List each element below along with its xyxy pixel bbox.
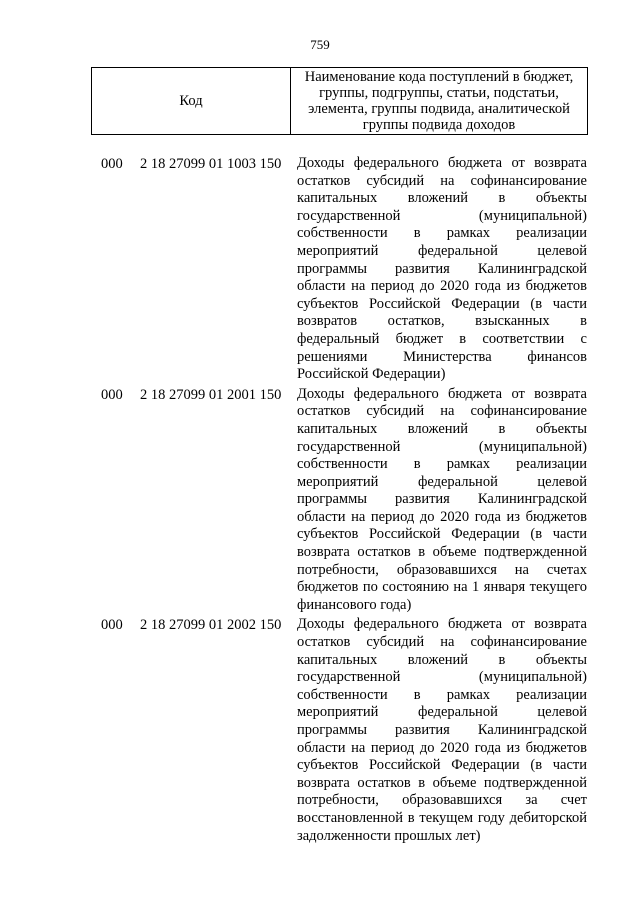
column-header-name: Наименование кода поступлений в бюджет, группы, подгруппы, статьи, подстатьи, элемента, группы подвида, аналитической группы подвида доходов: [304, 69, 574, 133]
entry-admin-code: 000: [101, 156, 123, 172]
page-number: 759: [310, 37, 330, 52]
revenue-code-entry: [0, 386, 640, 615]
revenue-code-entry: [0, 616, 640, 845]
entry-revenue-code: 2 18 27099 01 2001 150: [140, 386, 282, 403]
entry-description: Доходы федерального бюджета от возврата остатков субсидий на софинансирование капитальных вложений в объекты государственной (муниципальной) собственности в рамках реализации мероприятий федеральной целевой программы развития Калининградской области на период до 2020 года из бюджетов субъектов Российской Федерации (в части возврата остатков в объеме подтвержденной потребности, образовавшихся за счет восстановленной в текущем году дебиторской задолженности прошлых лет): [297, 616, 587, 844]
revenue-code-entry: [0, 155, 640, 384]
entry-admin-code: 000: [101, 386, 123, 403]
entry-admin-code: 000: [101, 617, 123, 634]
entry-revenue-code: 2 18 27099 01 1003 150: [140, 156, 282, 172]
column-header-code: Код: [92, 68, 291, 134]
entry-revenue-code: 2 18 27099 01 2002 150: [140, 617, 282, 634]
revenue-code-list: [0, 155, 640, 847]
column-header-table: [91, 67, 588, 135]
entry-description: Доходы федерального бюджета от возврата остатков субсидий на софинансирование капитальных вложений в объекты государственной (муниципальной) собственности в рамках реализации мероприятий федеральной целевой программы развития Калининградской области на период до 2020 года из бюджетов субъектов Российской Федерации (в части возврата остатков в объеме подтвержденной потребности, образовавшихся на счетах бюджетов по состоянию на 1 января текущего финансового года): [297, 385, 587, 613]
entry-description: Доходы федерального бюджета от возврата остатков субсидий на софинансирование капитальных вложений в объекты государственной (муниципальной) собственности в рамках реализации мероприятий федеральной целевой программы развития Калининградской области на период до 2020 года из бюджетов субъектов Российской Федерации (в части возвратов остатков, взысканных в федеральный бюджет в соответствии с решениями Министерства финансов Российской Федерации): [297, 155, 587, 383]
